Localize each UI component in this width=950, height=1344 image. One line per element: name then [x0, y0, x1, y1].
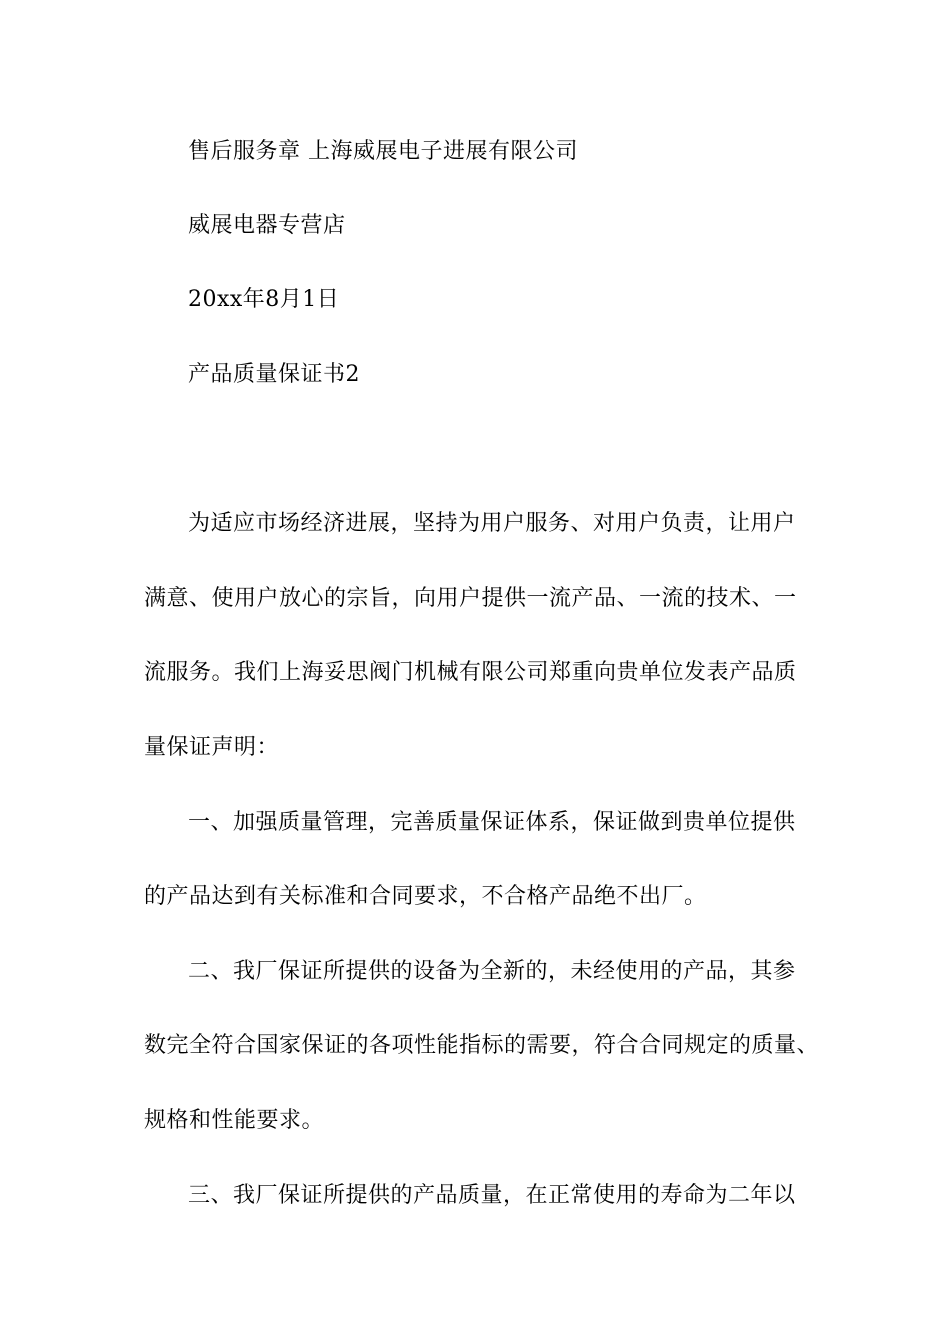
item-two-line: 规格和性能要求。 — [144, 1108, 325, 1133]
item-two-line: 数完全符合国家保证的各项性能指标的需要，符合合同规定的质量、 — [144, 1033, 820, 1058]
intro-paragraph-line: 为适应市场经济进展，坚持为用户服务、对用户负责，让用户 — [188, 511, 796, 536]
intro-paragraph-line: 流服务。我们上海妥思阀门机械有限公司郑重向贵单位发表产品质 — [144, 660, 797, 685]
item-three-line: 三、我厂保证所提供的产品质量，在正常使用的寿命为二年以 — [188, 1183, 796, 1208]
store-name: 威展电器专营店 — [188, 213, 346, 238]
seal-line: 售后服务章 上海威展电子进展有限公司 — [188, 139, 578, 164]
item-one-line: 一、加强质量管理，完善质量保证体系，保证做到贵单位提供 — [188, 810, 796, 835]
date-line: 20xx年8月1日 — [188, 287, 340, 312]
item-two-line: 二、我厂保证所提供的设备为全新的，未经使用的产品，其参 — [188, 959, 796, 984]
document-title: 产品质量保证书2 — [188, 362, 360, 387]
intro-paragraph-line: 量保证声明： — [144, 735, 280, 760]
item-one-line: 的产品达到有关标准和合同要求，不合格产品绝不出厂。 — [144, 884, 707, 909]
intro-paragraph-line: 满意、使用户放心的宗旨，向用户提供一流产品、一流的技术、一 — [144, 586, 797, 611]
